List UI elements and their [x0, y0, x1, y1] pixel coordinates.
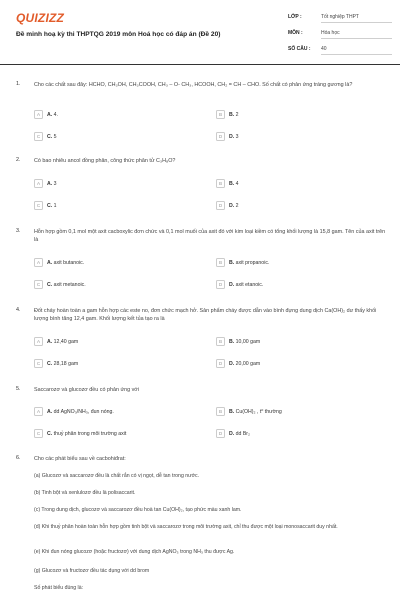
option-a[interactable] — [34, 407, 204, 416]
meta-underline — [321, 54, 392, 55]
question-text: Đốt cháy hoàn toàn a gam hỗn hợp các este no, đơn chức mạch hở. Sản phẩm cháy được dẫn vào bình đựng dung dịch Ca(OH)₂ dư thấy khối lượng bình tăng 12,4 gam. Khối lượng kết tủa tạo ra là — [34, 308, 377, 322]
option-row — [34, 179, 390, 188]
option-c[interactable] — [34, 359, 204, 368]
option-row — [34, 258, 390, 267]
option-text: 3 — [53, 180, 57, 187]
statement-e: (e) Khi đun nóng glucozơ (hoặc fructozơ) với dung dịch AgNO₃ trong NH₃ thu được Ag. — [34, 549, 235, 555]
question-text: Cho các phát biểu sau về cacbohiđrat: — [34, 456, 126, 462]
question-number: 6. — [16, 455, 21, 461]
option-key-box: C — [34, 280, 43, 289]
option-key-box: D — [216, 201, 225, 210]
option-letter: C. — [47, 133, 53, 140]
option-letter: B. — [229, 259, 235, 266]
option-text: dd AgNO₃/NH₃, đun nóng. — [53, 408, 114, 415]
option-d[interactable] — [216, 280, 386, 289]
option-row — [34, 359, 390, 368]
option-key-box: D — [216, 359, 225, 368]
option-letter: B. — [229, 338, 235, 345]
meta-value: Tốt nghiệp THPT — [321, 14, 359, 20]
option-key-box: A — [34, 258, 43, 267]
question-2 — [16, 157, 390, 217]
meta-underline — [321, 38, 392, 39]
meta-row-count — [288, 43, 392, 59]
question-6 — [16, 455, 390, 595]
option-a[interactable] — [34, 258, 204, 267]
option-row — [34, 280, 390, 289]
option-text: 3 — [235, 133, 239, 140]
option-letter: C. — [47, 360, 53, 367]
meta-label: MÔN : — [288, 30, 303, 36]
option-b[interactable] — [216, 110, 386, 119]
option-c[interactable] — [34, 280, 204, 289]
option-key-box: A — [34, 110, 43, 119]
option-key-box: B — [216, 407, 225, 416]
option-row — [34, 337, 390, 346]
option-text: 2 — [235, 111, 239, 118]
option-letter: D. — [229, 202, 235, 209]
option-text: 10,00 gam — [235, 338, 261, 345]
option-c[interactable] — [34, 132, 204, 141]
option-a[interactable] — [34, 337, 204, 346]
option-row — [34, 132, 390, 141]
meta-value: 40 — [321, 46, 327, 52]
option-row — [34, 429, 390, 438]
option-text: 5 — [53, 133, 57, 140]
header-divider — [0, 64, 400, 65]
option-text: axit etanoic. — [235, 281, 264, 288]
option-letter: B. — [229, 408, 235, 415]
quizizz-logo: QUIZIZZ — [16, 11, 65, 25]
option-letter: A. — [47, 180, 53, 187]
question-number: 4. — [16, 307, 21, 313]
statement-d: (d) Khi thuỷ phân hoàn toàn hỗn hợp gồm tinh bột và saccarozơ trong môi trường axit, chỉ thu được một loại monosaccarit duy nhất. — [34, 524, 338, 530]
question-number: 2. — [16, 157, 21, 163]
meta-underline — [321, 22, 392, 23]
option-c[interactable] — [34, 429, 204, 438]
option-a[interactable] — [34, 110, 204, 119]
question-text: Có bao nhiêu ancol đồng phân, công thức phân tử C₃H₈O? — [34, 158, 176, 164]
option-b[interactable] — [216, 337, 386, 346]
option-text: axit butanoic. — [53, 259, 85, 266]
option-text: axit propanoic. — [235, 259, 270, 266]
option-letter: C. — [47, 202, 53, 209]
question-text: Cho các chất sau đây: HCHO, CH₃OH, CH₃COOH, CH₃ – O- CH₃, HCOOH, CH₂ = CH – CHO. Số chất có phản ứng tráng gương là? — [34, 82, 353, 88]
question-number: 3. — [16, 228, 21, 234]
question-number: 1. — [16, 81, 21, 87]
option-letter: C. — [47, 430, 53, 437]
option-key-box: C — [34, 429, 43, 438]
option-letter: D. — [229, 360, 235, 367]
option-text: 4 — [235, 180, 239, 187]
option-text: 2 — [235, 202, 239, 209]
option-key-box: C — [34, 359, 43, 368]
meta-panel — [288, 11, 392, 59]
option-letter: D. — [229, 430, 235, 437]
option-letter: D. — [229, 281, 235, 288]
meta-label: LỚP : — [288, 14, 302, 20]
option-row — [34, 407, 390, 416]
option-letter: A. — [47, 408, 53, 415]
option-row — [34, 201, 390, 210]
option-letter: A. — [47, 259, 53, 266]
option-d[interactable] — [216, 429, 386, 438]
option-key-box: C — [34, 132, 43, 141]
option-b[interactable] — [216, 258, 386, 267]
option-letter: D. — [229, 133, 235, 140]
option-text: thuỷ phân trong môi trường axit — [53, 430, 127, 437]
option-key-box: B — [216, 258, 225, 267]
question-number: 5. — [16, 386, 21, 392]
option-text: 4. — [53, 111, 58, 118]
option-key-box: B — [216, 337, 225, 346]
meta-label: SỐ CÂU : — [288, 46, 311, 52]
option-key-box: A — [34, 337, 43, 346]
option-a[interactable] — [34, 179, 204, 188]
option-letter: B. — [229, 180, 235, 187]
option-d[interactable] — [216, 132, 386, 141]
option-letter: C. — [47, 281, 53, 288]
question-3 — [16, 228, 390, 298]
question-1 — [16, 81, 390, 151]
meta-value: Hóa học — [321, 30, 340, 36]
option-key-box: B — [216, 179, 225, 188]
option-b[interactable] — [216, 179, 386, 188]
option-text: 28,18 gam — [53, 360, 79, 367]
question-5 — [16, 386, 390, 446]
option-text: dd Br₂ — [235, 430, 251, 437]
answer-prompt: Số phát biểu đúng là: — [34, 585, 84, 591]
option-d[interactable] — [216, 359, 386, 368]
option-b[interactable] — [216, 407, 386, 416]
option-key-box: B — [216, 110, 225, 119]
document-title: Đề minh hoạ kỳ thi THPTQG 2019 môn Hoá học có đáp án (Đề 20) — [16, 31, 221, 38]
option-key-box: D — [216, 280, 225, 289]
option-letter: A. — [47, 111, 53, 118]
option-text: 1 — [53, 202, 57, 209]
option-text: axit metanoic. — [53, 281, 86, 288]
statement-g: (g) Glucozơ và fructozơ đều tác dụng với dd brom — [34, 568, 150, 574]
question-4 — [16, 307, 390, 377]
option-key-box: A — [34, 407, 43, 416]
option-letter: B. — [229, 111, 235, 118]
option-text: 20,00 gam — [235, 360, 261, 367]
option-key-box: A — [34, 179, 43, 188]
option-text: Cu(OH)₂ , t⁰ thường — [235, 408, 282, 415]
option-row — [34, 110, 390, 119]
option-c[interactable] — [34, 201, 204, 210]
statement-b: (b) Tinh bột và xenlulozơ đều là polisaccarit. — [34, 490, 136, 496]
statement-a: (a) Glucozơ và saccarozơ đều là chất rắn có vị ngọt, dễ tan trong nước. — [34, 473, 200, 479]
option-d[interactable] — [216, 201, 386, 210]
meta-row-class — [288, 11, 392, 27]
option-text: 12,40 gam — [53, 338, 79, 345]
option-letter: A. — [47, 338, 53, 345]
statement-c: (c) Trong dung dịch, glucozơ và saccarozơ đều hoà tan Cu(OH)₂, tạo phức màu xanh lam. — [34, 507, 242, 513]
option-key-box: D — [216, 429, 225, 438]
meta-row-subject — [288, 27, 392, 43]
page-header — [0, 0, 400, 64]
question-text: Hỗn hợp gồm 0,1 mol một axit cacboxylic đơn chức và 0,1 mol muối của axit đó với kim loại kiềm có tổng khối lượng là 15,8 gam. Tên của axit trên là — [34, 229, 386, 243]
option-key-box: C — [34, 201, 43, 210]
question-text: Saccarozơ và glucozơ đều có phản ứng với — [34, 387, 140, 393]
option-key-box: D — [216, 132, 225, 141]
